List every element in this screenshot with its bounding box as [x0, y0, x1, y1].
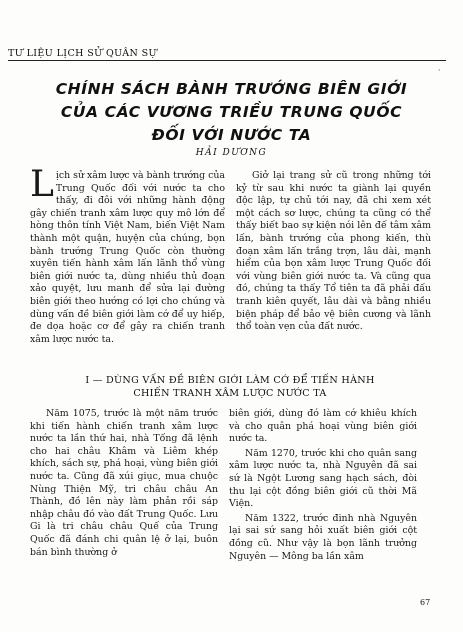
header-rule [8, 60, 446, 61]
body-left-text: Năm 1075, trước là một năm trước khi tiến hành chiến tranh xâm lược nước ta lần thứ hai, nhà Tống đã lệnh cho hai châu Khâm và Liêm khép khích, sách sự, phá hoại, vùng biên giới nước ta. Cũng đã xúi giục, mua chuộc Nùng Thiện Mỹ, tri châu châu An Thành, đồ lên này làm phản rồi sáp nhập châu đó vào đất Trung Quốc. Lưu Gi là tri châu châu Quế của Trung Quốc đã đánh chi quân lệ ở lại, buôn bán bình thường ở [30, 408, 218, 558]
section-heading-line-1: I — DÙNG VẤN ĐỀ BIÊN GIỚI LÀM CỚ ĐỂ TIẾN HÀNH [85, 375, 375, 386]
body-right-paragraph-2: Năm 1270, trước khi cho quân sang xâm lược nước ta, nhà Nguyên đã sai sứ là Ngột Lương sang hạch sách, đòi thu lại cột đồng biên giới cũ thời Mã Viện. [229, 447, 417, 510]
section-label: TƯ LIỆU LỊCH SỬ QUÂN SỰ [8, 48, 157, 59]
title-line-1: CHÍNH SÁCH BÀNH TRƯỚNG BIÊN GIỚI [55, 80, 408, 98]
intro-right-column [236, 170, 431, 334]
title-line-3: ĐỐI VỚI NƯỚC TA [151, 126, 312, 144]
body-right-column [229, 408, 417, 563]
title-line-2: CỦA CÁC VƯƠNG TRIỀU TRUNG QUỐC [60, 103, 403, 121]
page-number: 67 [420, 598, 431, 607]
body-right-paragraph-1: biên giới, dùng đó làm cớ khiêu khích và cho quân phá hoại vùng biên giới nước ta. [229, 408, 417, 445]
section-heading [30, 374, 430, 400]
section-heading-line-2: CHIẾN TRANH XÂM LƯỢC NƯỚC TA [133, 388, 327, 399]
intro-right-text: Giở lại trang sử cũ trong những tới kỷ từ sau khi nước ta giành lại quyền độc lập, tự chủ tới nay, đã chi xem xét một cách sơ lược, chúng ta cũng có thể thấy biết bao sự kiện nói lên đế tâm xâm lấn, bành trướng của phong kiến, thù đoạn xâm lấn trắng trợn, lâu dài, mạnh hiểm của bọn xâm lược Trung Quốc đối với vùng biên giới nước ta. Và cũng qua đó, chúng ta thấy Tổ tiên ta đã phải đấu tranh kiên quyết, lâu dài và bằng nhiều biện pháp để bảo vệ biên cương và lãnh thổ toàn vẹn của đất nước. [236, 170, 431, 333]
margin-mark: · [438, 66, 441, 75]
intro-left-text: ịch sử xâm lược và bành trướng của Trung Quốc đối với nước ta cho thấy, đi đôi với những hành động gây chiến tranh xâm lược quy mô lớn để hòng thôn tính Việt Nam, biến Việt Nam thành một quận, huyện của chúng, bọn bành trướng Trung Quốc còn thường xuyên tiến hành xâm lấn lãnh thổ vùng biên giới nước ta, dùng nhiều thủ đoạn xảo quyệt, lưu manh để sửa lại đường biên giới theo hướng có lợi cho chúng và dùng vấn đề biên giới làm cớ để uy hiếp, đe dọa hoặc cơ để gây ra chiến tranh xâm lược nước ta. [30, 170, 225, 345]
author: HẢI DƯƠNG [195, 148, 268, 158]
body-right-paragraph-3: Năm 1322, trước đinh nhà Nguyên lại sai sứ sang hỏi xuất biên giới cột đồng cũ. Như vậy là bọn lãnh trưởng Nguyên — Mông ba lần xâm [229, 512, 417, 562]
drop-cap: L [30, 164, 54, 205]
intro-left-column [30, 164, 225, 346]
body-left-column [30, 408, 218, 559]
